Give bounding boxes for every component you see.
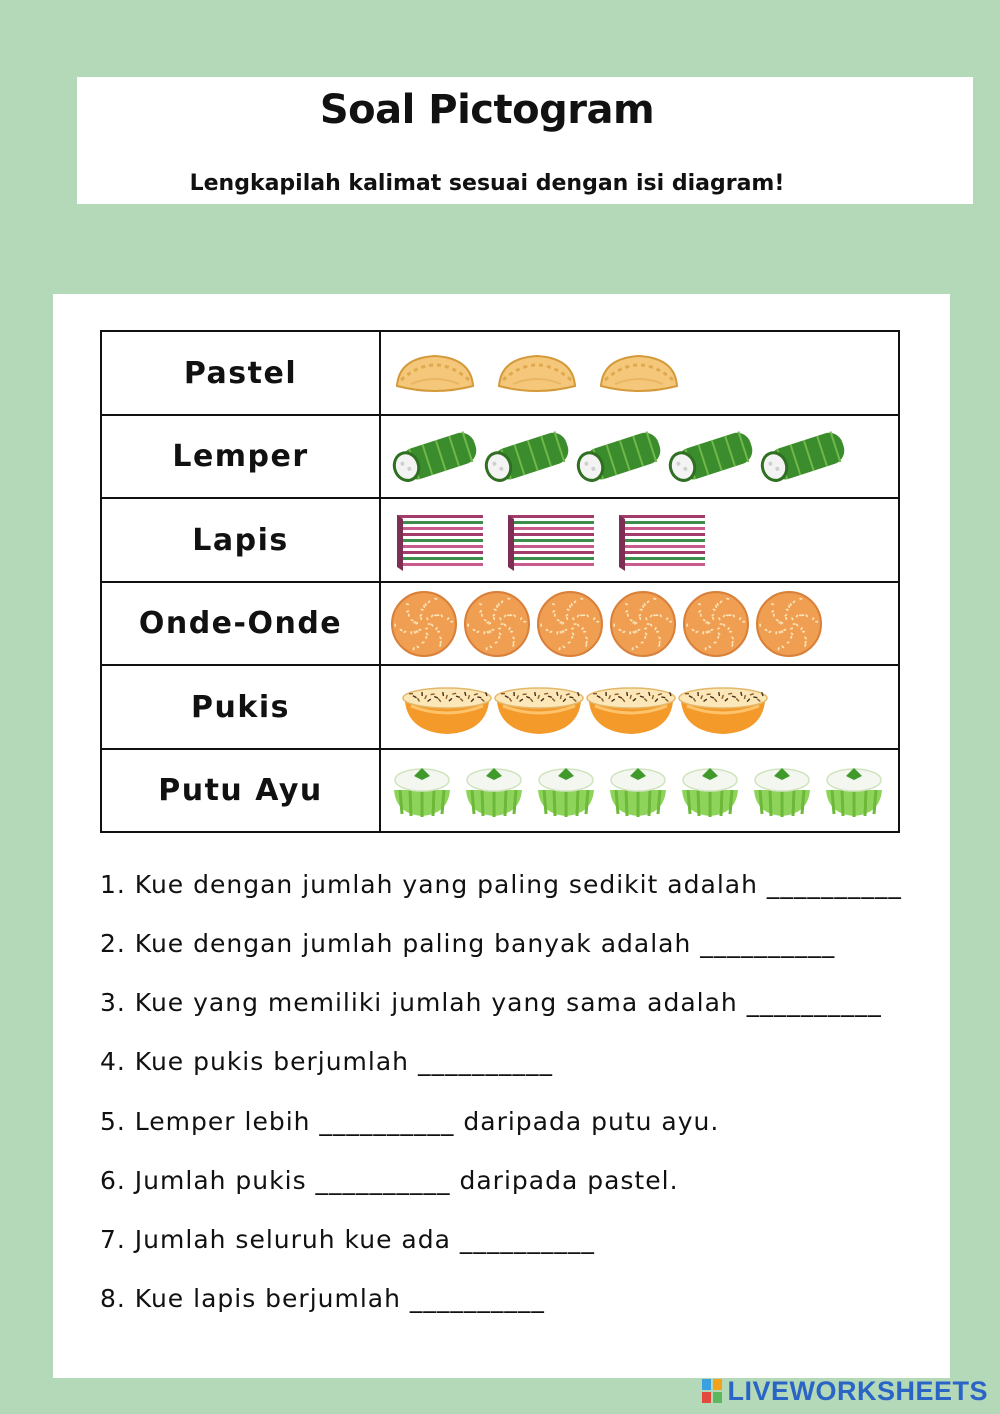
question-item: 3. Kue yang memiliki jumlah yang sama adalah __________ <box>100 988 882 1017</box>
onde-onde-icon <box>464 591 530 657</box>
pictogram-row <box>102 750 898 831</box>
pictogram-row <box>102 583 898 666</box>
icon-cell <box>381 332 898 414</box>
icon-cell <box>381 499 898 581</box>
pastel-icon <box>595 346 683 396</box>
onde-onde-icon <box>391 591 457 657</box>
putu-ayu-icon <box>676 760 744 822</box>
putu-ayu-icon <box>820 760 888 822</box>
putu-ayu-icon <box>388 760 456 822</box>
question-item: 2. Kue dengan jumlah paling banyak adalah __________ <box>100 929 836 958</box>
category-label: Pukis <box>102 666 381 748</box>
pukis-icon <box>585 680 677 736</box>
question-item: 4. Kue pukis berjumlah __________ <box>100 1047 553 1076</box>
lapis-icon <box>613 509 713 573</box>
putu-ayu-icon <box>532 760 600 822</box>
pukis-icon <box>401 680 493 736</box>
putu-ayu-icon <box>604 760 672 822</box>
pukis-icon <box>493 680 585 736</box>
brand-name: LIVEWORKSHEETS <box>727 1375 988 1406</box>
onde-onde-icon <box>537 591 603 657</box>
instruction-text: Lengkapilah kalimat sesuai dengan isi diagram! <box>189 171 785 196</box>
brand-footer[interactable] <box>701 1374 988 1408</box>
onde-onde-icon <box>610 591 676 657</box>
question-item: 8. Kue lapis berjumlah __________ <box>100 1284 545 1313</box>
lemper-icon <box>575 429 667 485</box>
header-card <box>77 77 973 204</box>
category-label: Lapis <box>102 499 381 581</box>
pictogram-row <box>102 416 898 499</box>
pastel-icon <box>493 346 581 396</box>
putu-ayu-icon <box>748 760 816 822</box>
liveworksheets-logo-icon <box>701 1378 723 1404</box>
pastel-icon <box>391 346 479 396</box>
pictogram-row <box>102 666 898 750</box>
onde-onde-icon <box>756 591 822 657</box>
question-item: 7. Jumlah seluruh kue ada __________ <box>100 1225 595 1254</box>
icon-cell <box>381 750 898 831</box>
lapis-icon <box>391 509 491 573</box>
question-item: 5. Lemper lebih __________ daripada putu ayu. <box>100 1107 720 1136</box>
question-item: 6. Jumlah pukis __________ daripada pastel. <box>100 1166 679 1195</box>
lemper-icon <box>483 429 575 485</box>
category-label: Putu Ayu <box>102 750 381 831</box>
lapis-icon <box>502 509 602 573</box>
icon-cell <box>381 583 898 664</box>
lemper-icon <box>391 429 483 485</box>
pictogram-row <box>102 499 898 583</box>
icon-cell <box>381 666 898 748</box>
category-label: Pastel <box>102 332 381 414</box>
icon-cell <box>381 416 898 497</box>
page-title: Soal Pictogram <box>319 87 655 133</box>
category-label: Lemper <box>102 416 381 497</box>
pukis-icon <box>677 680 769 736</box>
putu-ayu-icon <box>460 760 528 822</box>
pictogram-row <box>102 332 898 416</box>
onde-onde-icon <box>683 591 749 657</box>
question-item: 1. Kue dengan jumlah yang paling sedikit adalah __________ <box>100 870 902 899</box>
pictogram-table <box>100 330 900 833</box>
category-label: Onde-Onde <box>102 583 381 664</box>
lemper-icon <box>667 429 759 485</box>
lemper-icon <box>759 429 851 485</box>
